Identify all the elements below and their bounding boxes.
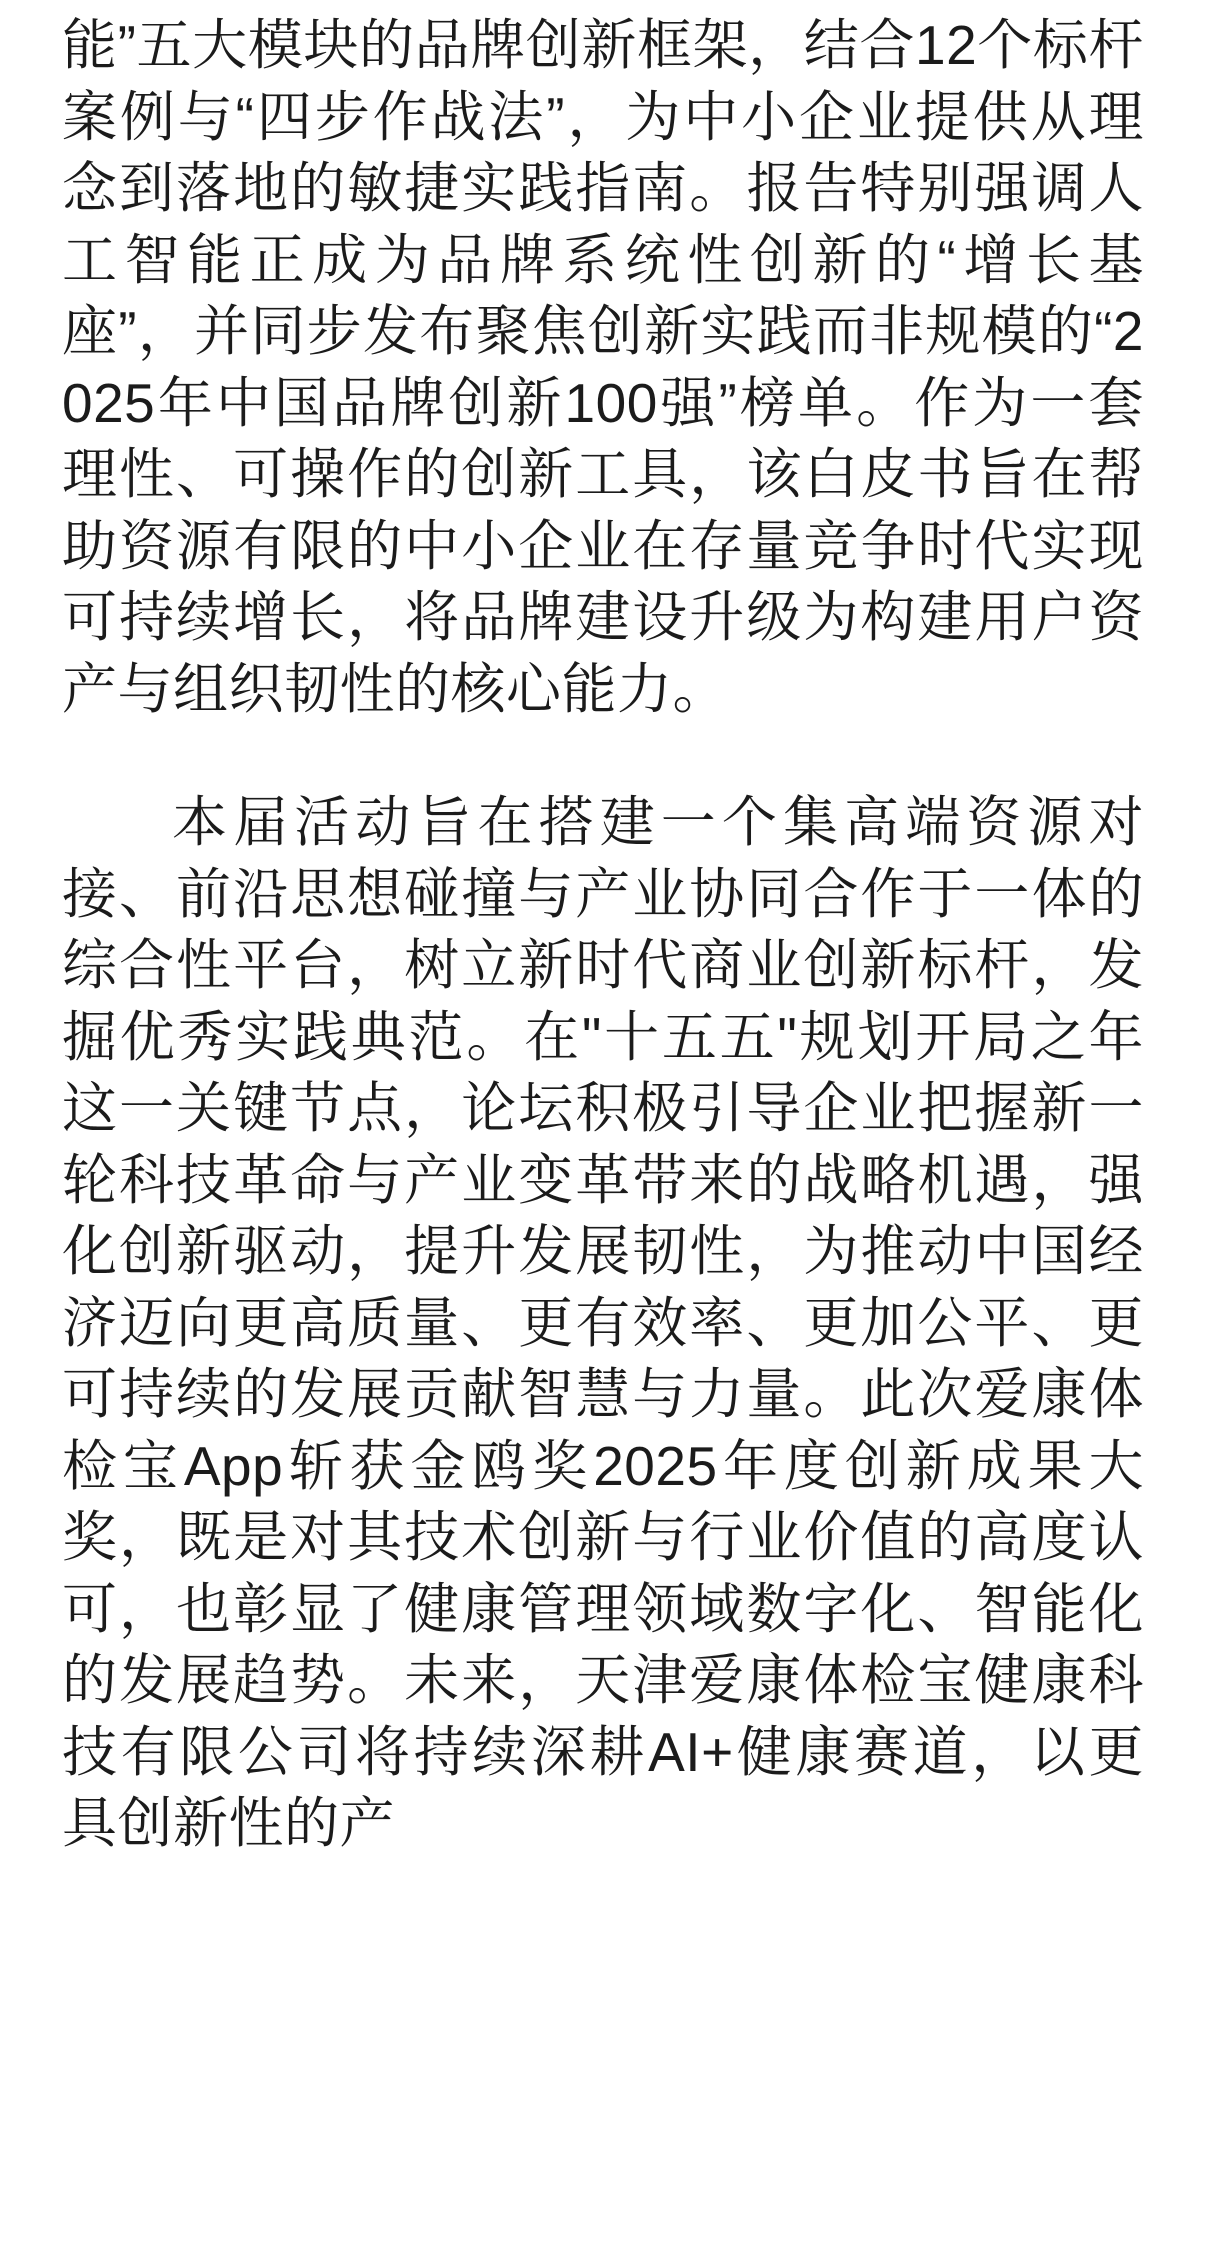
paragraph-spacer	[62, 725, 1144, 787]
paragraph-second: 本届活动旨在搭建一个集高端资源对接、前沿思想碰撞与产业协同合作于一体的综合性平台，树立新时代商业创新标杆，发掘优秀实践典范。在"十五五"规划开局之年这一关键节点，论坛积极引导企业把握新一轮科技革命与产业变革带来的战略机遇，强化创新驱动，提升发展韧性，为推动中国经济迈向更高质量、更有效率、更加公平、更可持续的发展贡献智慧与力量。此次爱康体检宝App斩获金鸥奖2025年度创新成果大奖，既是对其技术创新与行业价值的高度认可，也彰显了健康管理领域数字化、智能化的发展趋势。未来，天津爱康体检宝健康科技有限公司将持续深耕AI+健康赛道，以更具创新性的产	[62, 791, 1144, 1854]
paragraph-continued: 能”五大模块的品牌创新框架，结合12个标杆案例与“四步作战法”，为中小企业提供从理念到落地的敏捷实践指南。报告特别强调人工智能正成为品牌系统性创新的“增长基座”，并同步发布聚焦创新实践而非规模的“2025年中国品牌创新100强”榜单。作为一套理性、可操作的创新工具，该白皮书旨在帮助资源有限的中小企业在存量竞争时代实现可持续增长，将品牌建设升级为构建用户资产与组织韧性的核心能力。	[62, 14, 1144, 720]
article-body	[0, 10, 1206, 1860]
